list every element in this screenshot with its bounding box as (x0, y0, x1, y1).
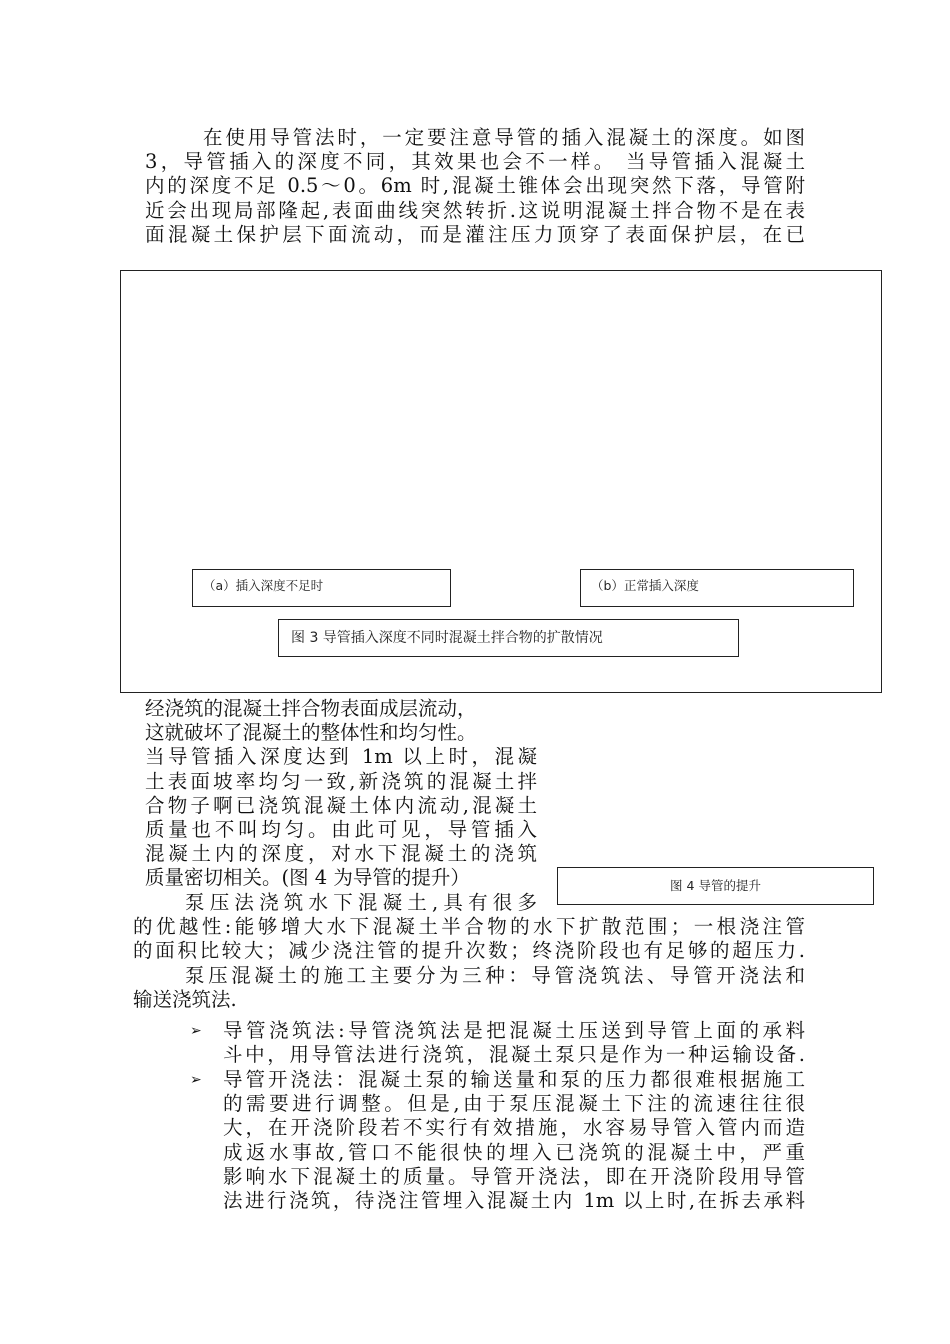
text-line: 当导管插入深度达到 1m 以上时，混凝 (145, 745, 537, 769)
text-line: 输送浇筑法. (133, 988, 237, 1012)
figure-3a-caption (192, 569, 451, 607)
text-line: 法进行浇筑，待浇注管埋入混凝土内 1m 以上时,在拆去承料 (223, 1189, 805, 1213)
text-line: 的优越性:能够增大水下混凝土半合物的水下扩散范围；一根浇注管 (133, 915, 805, 939)
figure-3-caption-text: 图 3 导管插入深度不同时混凝土拌合物的扩散情况 (291, 630, 603, 646)
text-line: 的面积比较大；减少浇注管的提升次数；终浇阶段也有足够的超压力. (133, 939, 805, 963)
text-line: 的需要进行调整。但是,由于泵压混凝土下注的流速往往很 (223, 1092, 805, 1116)
text-line: 泵压法浇筑水下混凝土,具有很多 (185, 891, 537, 914)
text-line: 这就破坏了混凝土的整体性和均匀性。 (145, 721, 477, 745)
text-line: 泵压混凝土的施工主要分为三种：导管浇筑法、导管开浇法和 (185, 964, 805, 987)
paragraph-layered-flow (145, 697, 537, 891)
text-line: 合物子啊已浇筑混凝土体内流动,混凝土 (145, 793, 537, 817)
text-line: 近会出现局部隆起,表面曲线突然转折.这说明混凝土拌合物不是在表 (145, 198, 805, 222)
bullet-text (223, 1019, 805, 1067)
text-line: 内的深度不足 0.5～0。6m 时,混凝土锥体会出现突然下落，导管附 (145, 174, 805, 198)
text-line: 质量也不叫均匀。由此可见，导管插入 (145, 818, 537, 842)
figure-3b-caption-text: （b）正常插入深度 (591, 578, 699, 593)
text-line: 在使用导管法时，一定要注意导管的插入混凝土的深度。如图 (203, 126, 805, 149)
text-line: 混凝土内的深度，对水下混凝土的浇筑 (145, 842, 537, 866)
figure-4-caption-text: 图 4 导管的提升 (670, 878, 761, 893)
text-line: 成返水事故,管口不能很快的埋入已浇筑的混凝土中，严重 (223, 1140, 805, 1164)
paragraph-insertion-depth (145, 126, 805, 247)
arrow-bullet-icon: ➢ (190, 1072, 202, 1088)
bullet-text (223, 1068, 805, 1213)
text-line: 导管浇筑法:导管浇筑法是把混凝土压送到导管上面的承料 (223, 1019, 805, 1042)
figure-3a-caption-text: （a）插入深度不足时 (203, 578, 324, 593)
paragraph-pump-method (133, 891, 805, 964)
figure-3-caption (278, 619, 739, 657)
text-line: 面混凝土保护层下面流动，而是灌注压力顶穿了表面保护层，在已 (145, 222, 805, 246)
text-line: 土表面坡率均匀一致,新浇筑的混凝土拌 (145, 769, 537, 793)
figure-3b-caption (580, 569, 854, 607)
text-line: 斗中，用导管法进行浇筑，混凝土泵只是作为一种运输设备. (223, 1043, 805, 1067)
text-line: 质量密切相关。(图 4 为导管的提升） (145, 866, 470, 890)
arrow-bullet-icon: ➢ (190, 1023, 202, 1039)
text-line: 3，导管插入的深度不同，其效果也会不一样。 当导管插入混凝土 (145, 150, 805, 174)
text-line: 影响水下混凝土的质量。导管开浇法，即在开浇阶段用导管 (223, 1164, 805, 1188)
text-line: 导管开浇法：混凝土泵的输送量和泵的压力都很难根据施工 (223, 1068, 805, 1091)
text-line: 经浇筑的混凝土拌合物表面成层流动， (145, 697, 477, 720)
text-line: 大，在开浇阶段若不实行有效措施，水容易导管入管内而造 (223, 1116, 805, 1140)
paragraph-three-methods (133, 964, 805, 1012)
